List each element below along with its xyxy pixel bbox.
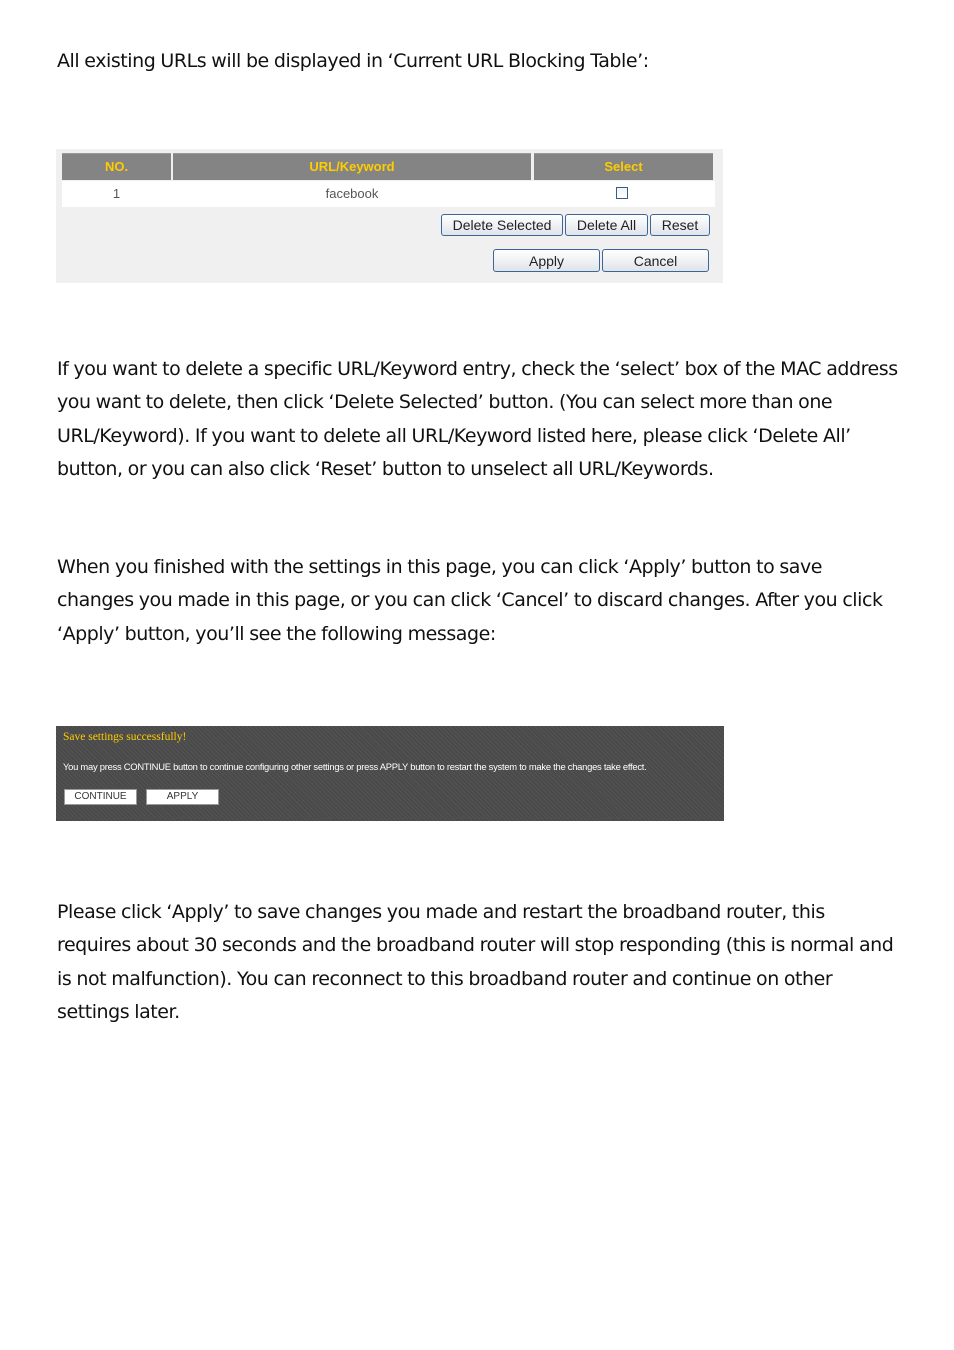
url-blocking-table-screenshot	[56, 149, 723, 283]
delete-info-paragraph: If you want to delete a specific URL/Keyword entry, check the ‘select’ box of the MAC address you want to delete, then click ‘Delete Selected’ button. (You can select more than one URL/Keyword). If you want to delete all URL/Keyword listed here, please click ‘Delete All’ button, or you can also click ‘Reset’ button to unselect all URL/Keywords.	[57, 358, 898, 481]
column-header-select: Select	[534, 153, 713, 180]
delete-selected-button[interactable]: Delete Selected	[441, 214, 563, 236]
save-success-message-screenshot	[56, 726, 724, 821]
message-text: You may press CONTINUE button to continue configuring other settings or press APPLY button to restart the system to make the changes take effect.	[63, 761, 647, 772]
cancel-button[interactable]: Cancel	[602, 249, 709, 272]
message-apply-button[interactable]: APPLY	[146, 789, 219, 805]
column-header-no: NO.	[62, 153, 171, 180]
apply-button[interactable]: Apply	[493, 249, 600, 272]
row-url-keyword: facebook	[325, 186, 379, 201]
reset-button[interactable]: Reset	[650, 214, 710, 236]
message-title: Save settings successfully!	[63, 731, 187, 743]
column-header-url-keyword: URL/Keyword	[173, 153, 531, 180]
restart-info-paragraph: Please click ‘Apply’ to save changes you made and restart the broadband router, this requires about 30 seconds and the broadband router will stop responding (this is normal and is not malfunction). You can reconnect to this broadband router and continue on other settings later.	[57, 901, 894, 1024]
apply-info-paragraph: When you finished with the settings in this page, you can click ‘Apply’ button to save changes you made in this page, or you can click ‘Cancel’ to discard changes. After you click ‘Apply’ button, you’ll see the following message:	[57, 556, 883, 645]
continue-button[interactable]: CONTINUE	[64, 789, 137, 805]
delete-all-button[interactable]: Delete All	[565, 214, 648, 236]
select-checkbox[interactable]	[616, 187, 628, 199]
intro-paragraph: All existing URLs will be displayed in ‘Current URL Blocking Table’:	[57, 50, 649, 72]
table-row	[62, 181, 715, 207]
row-number: 1	[112, 186, 121, 201]
